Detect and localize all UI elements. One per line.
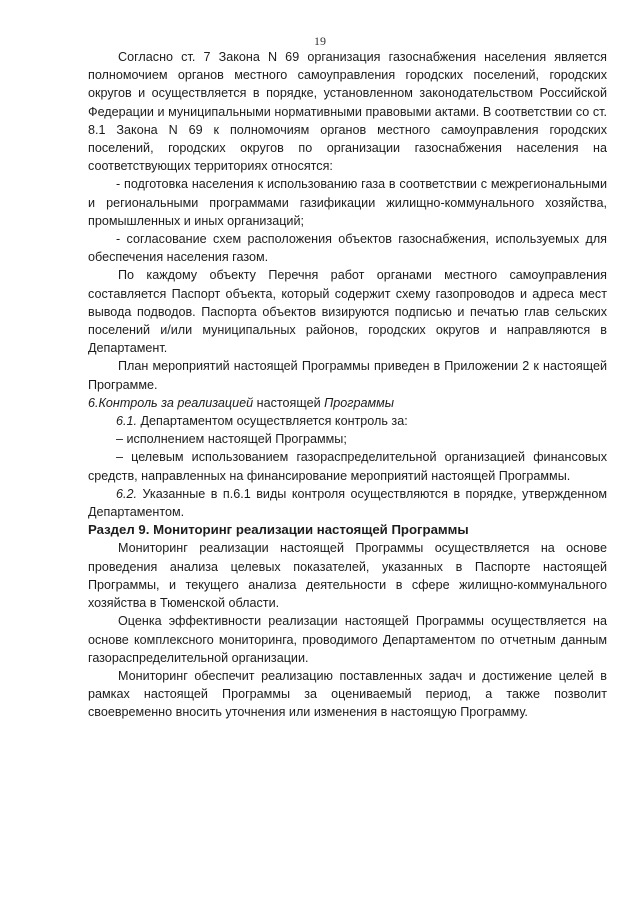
control-item-6-1 [88,412,607,430]
paragraph-goals: Мониторинг обеспечит реализацию поставленных задач и достижение целей в рамках настоящей Программы за оцениваемый период, а также позволит своевременно вносить уточнения или изменения в настоящую Программу. [88,668,607,720]
paragraph-law-69: Согласно ст. 7 Закона N 69 организация газоснабжения населения является полномочием органов местного самоуправления городских поселений, городских округов и осуществляется в порядке, установленном законодательством Российской Федерации и муниципальными нормативными правовыми актами. В соответствии со ст. 8.1 Закона N 69 к полномочиям органов местного самоуправления городских поселений, городских округов по организации газоснабжения населения на соответствующих территориях относятся: [88,50,607,174]
item-number-6-1: 6.1. [116,414,138,429]
control-dash-funds: – целевым использованием газораспределительной организацией финансовых средств, направленных на финансирование мероприятий настоящей Программы. [88,450,607,483]
control-subtitle-italic: 6.Контроль за реализацией [88,395,254,410]
page-number: 19 [314,34,326,48]
paragraph-passport: По каждому объекту Перечня работ органами местного самоуправления составляется Паспорт объекта, который содержит схему газопроводов и адреса мест вывода подводов. Паспорта объектов визируются подписью и печатью глав сельских поселений и/или муниципальных районов, городских округов и направляются в Департамент. [88,268,607,356]
item-text-6-2: Указанные в п.6.1 виды контроля осуществляются в порядке, утвержденном Департаментом. [88,486,607,520]
section-9-heading: Раздел 9. Мониторинг реализации настоящей Программы [88,522,469,538]
paragraph-plan: План мероприятий настоящей Программы приведен в Приложении 2 к настоящей Программе. [88,359,607,392]
bullet-approval: - согласование схем расположения объектов газоснабжения, используемых для обеспечения населения газом. [88,232,607,265]
control-subtitle-plain: настоящей [253,395,325,410]
paragraph-monitoring: Мониторинг реализации настоящей Программы осуществляется на основе проведения анализа целевых показателей, указанных в Паспорте настоящей Программы, и текущего анализа деятельности в сфере жилищно-коммунального хозяйства в Тюменской области. [88,541,607,611]
control-subtitle [88,394,607,412]
bullet-preparation: - подготовка населения к использованию газа в соответствии с межрегиональными и региональными программами газификации жилищно-коммунального хозяйства, промышленных и иных организаций; [88,177,607,228]
paragraph-efficiency: Оценка эффективности реализации настоящей Программы осуществляется на основе комплексного мониторинга, проводимого Департаментом по отчетным данным газораспределительной организации. [88,614,607,665]
item-number-6-2: 6.2. [116,486,138,501]
control-item-6-2 [88,485,607,521]
control-dash-execution: – исполнением настоящей Программы; [116,432,347,447]
item-text-6-1: Департаментом осуществляется контроль за: [137,414,408,429]
control-subtitle-italic-2: Программы [324,395,395,410]
document-body [88,48,607,722]
